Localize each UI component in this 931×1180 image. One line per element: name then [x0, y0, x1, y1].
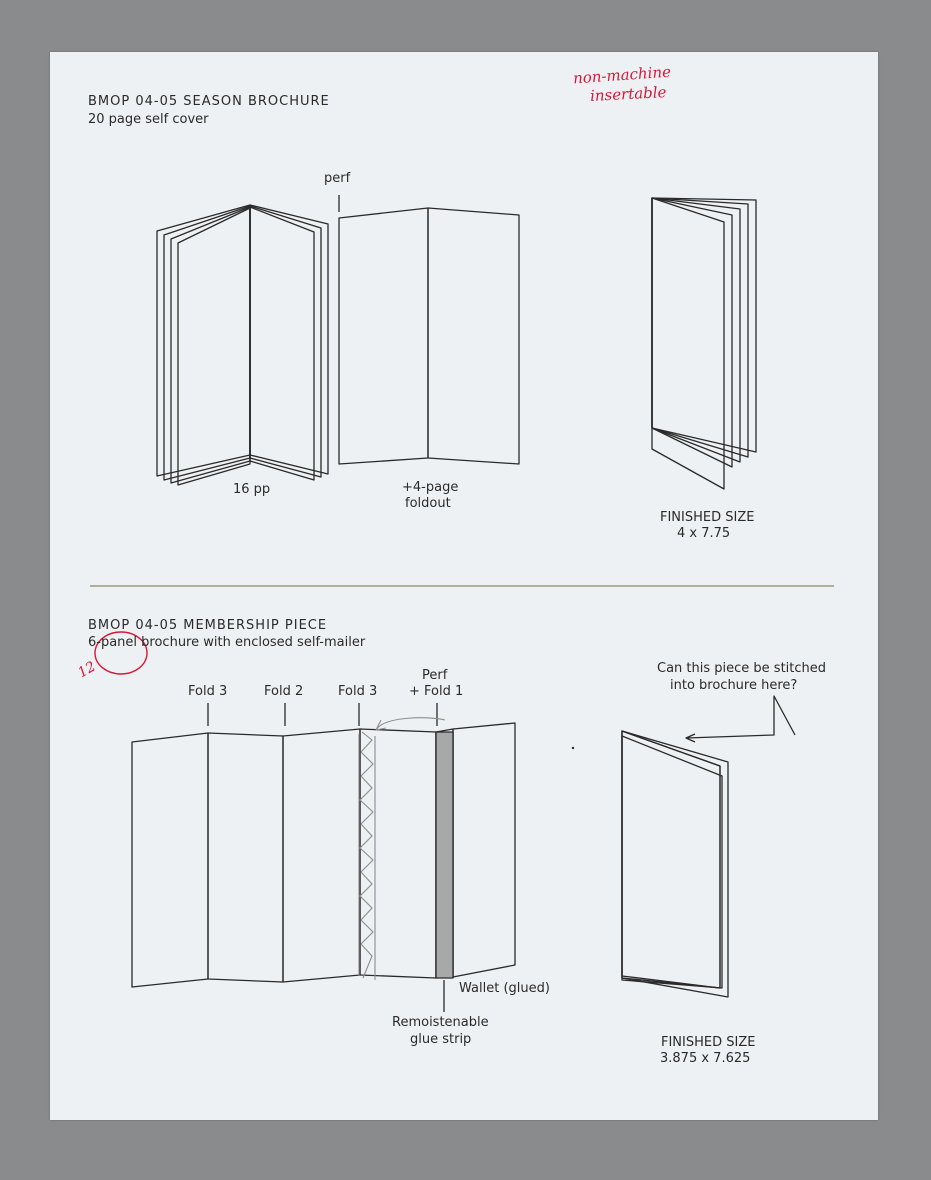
finished-size-label-1: FINISHED SIZE [660, 510, 755, 525]
finished-brochure-drawing [652, 198, 756, 489]
stray-dot [572, 747, 574, 749]
remoistenable-glue-strip [436, 732, 453, 978]
stitch-question-line2: into brochure here? [670, 678, 798, 693]
section1-subtitle: 20 page self cover [88, 112, 209, 127]
perf-label-line2: + Fold 1 [409, 684, 464, 699]
handwritten-note-line2: insertable [589, 83, 667, 105]
finished-membership-piece-drawing [622, 731, 728, 997]
fold-label-2: Fold 2 [264, 684, 304, 699]
fold-label-3: Fold 3 [338, 684, 378, 699]
finished-size-value-1: 4 x 7.75 [677, 526, 731, 541]
section2-title: BMOP 04-05 MEMBERSHIP PIECE [88, 618, 328, 633]
glue-label-line2: glue strip [410, 1032, 472, 1047]
open-brochure-16pp-drawing [157, 205, 328, 485]
six-panel-brochure-drawing [132, 723, 515, 987]
perf-label-line1: Perf [422, 668, 448, 683]
pencil-arrow-curve [376, 718, 445, 730]
foldout-label-line2: foldout [405, 496, 451, 511]
section2-subtitle [88, 635, 365, 650]
stitch-question-arrow [686, 696, 795, 738]
line-drawings [50, 52, 878, 1120]
fold-label-1: Fold 3 [188, 684, 228, 699]
finished-size-value-2: 3.875 x 7.625 [660, 1051, 751, 1066]
document-page [50, 52, 878, 1120]
foldout-4page-drawing [339, 208, 519, 464]
handwritten-note-line1: non-machine [572, 62, 672, 88]
six-panel-text: 6-panel [88, 635, 138, 650]
pencil-zigzag-mark [359, 718, 445, 980]
handwritten-panel-number: 12 [75, 658, 99, 682]
section1-title: BMOP 04-05 SEASON BROCHURE [88, 94, 330, 109]
pp-label: 16 pp [233, 482, 271, 497]
wallet-label: Wallet (glued) [459, 981, 550, 996]
stitch-question-line1: Can this piece be stitched [657, 661, 827, 676]
finished-size-label-2: FINISHED SIZE [661, 1035, 756, 1050]
subtitle-rest-text: brochure with enclosed self-mailer [137, 635, 366, 650]
glue-label-line1: Remoistenable [392, 1015, 489, 1030]
perf-label: perf [324, 171, 351, 186]
foldout-label-line1: +4-page [402, 480, 459, 495]
